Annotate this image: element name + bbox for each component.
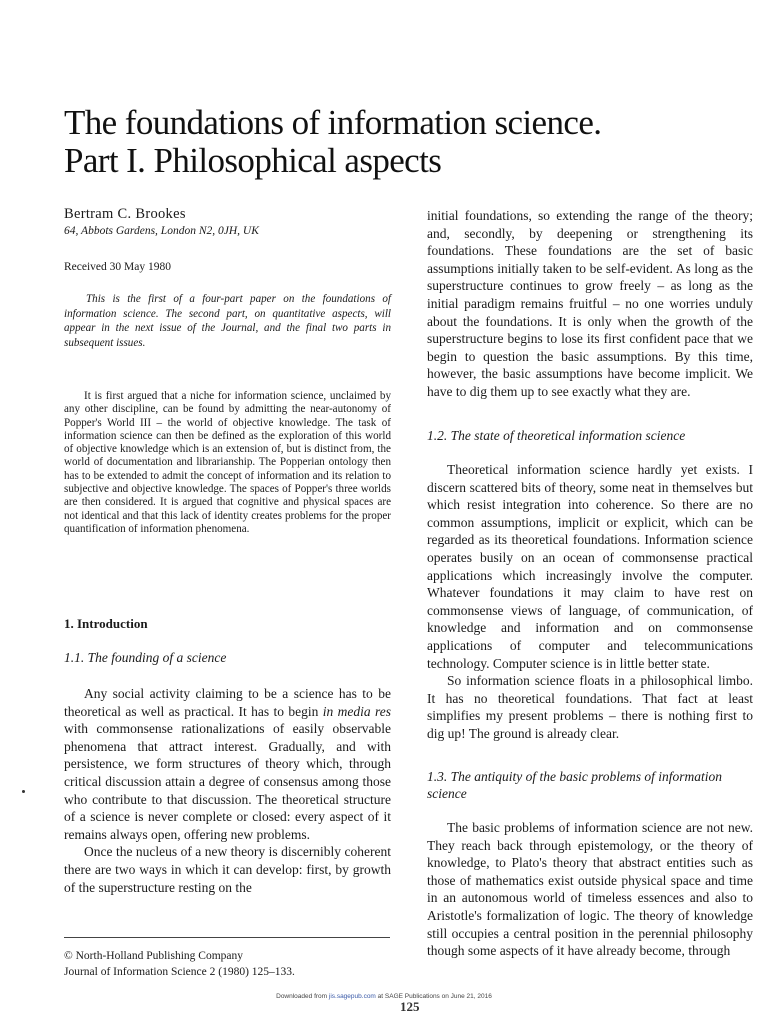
page-number: 125 <box>400 999 420 1014</box>
section-heading-state: 1.2. The state of theoretical information science <box>427 428 686 443</box>
footer-rule <box>64 937 390 938</box>
antiquity-paragraph-1: The basic problems of information science are not new. They reach back through epistemology, or the theory of knowledge, to Plato's theory that abstract entities such as those of mathematics exist outside physical space and time in an autonomous world of timeless essences and also to Aristotle's formalization of logic. The theory of knowledge still occupies a central position in the perennial philosophy though some aspects of it have already become, through <box>427 820 753 959</box>
series-note: This is the first of a four-part paper on the foundations of information science. The second part, on quantitative aspects, will appear in the next issue of the Journal, and the final two parts in subsequent issues. <box>64 293 391 349</box>
download-suffix: at SAGE Publications on June 21, 2016 <box>375 993 492 1000</box>
author-address: 64, Abbots Gardens, London N2, 0JH, UK <box>64 225 259 237</box>
download-notice <box>0 993 768 1000</box>
section-heading-antiquity: 1.3. The antiquity of the basic problems of information science <box>427 769 722 801</box>
section-state-text <box>427 461 753 743</box>
download-link[interactable]: jis.sagepub.com <box>328 993 376 1000</box>
section-antiquity-text <box>427 819 753 960</box>
abstract: It is first argued that a niche for information science, unclaimed by any other discipline, can be found by admitting the near-autonomy of Popper's World III – the world of objective knowledge. The task of information science can then be defined as the exploration of this world of objective knowledge which is an extension of, but is distinct from, the world of documentation and librarianship. The Popperian ontology then has to be extended to admit the concept of information and its relation to subjective and objective knowledge. The spaces of Popper's three worlds are then considered. It is argued that cognitive and physical spaces are not identical and that this lack of identity creates problems for the proper quantification of information phenomena. <box>64 390 391 535</box>
p1-text-b: with commonsense rationalizations of easily observable phenomena that attract interest. Gradually, and with persistence, we form structures of theory which, through critical discussion attain a degree of consensus among those who contribute to that discussion. The theoretical structure of a science is never complete or closed: every aspect of it remains always open, offering new problems. <box>64 721 391 842</box>
publication-footer <box>64 948 295 980</box>
title-line-1: The foundations of information science. <box>64 103 602 142</box>
state-paragraph-2: So information science floats in a philosophical limbo. It has no theoretical foundations. That fact at least simplifies my present problems – there is nothing first to dig up! The ground is already clear. <box>427 673 753 741</box>
intro-paragraph-1 <box>64 685 391 843</box>
section-heading-founding: 1.1. The founding of a science <box>64 650 227 665</box>
continued-paragraph: initial foundations, so extending the range of the theory; and, secondly, by deepening or strengthening its foundations. These foundations are the set of basic assumptions initially taken to be self-evident. As long as the superstructure continues to grow freely – as long as the initial paradigm remains fruitful – no one worries unduly about the foundations. It is only when the growth of the superstructure begins to lose its first confident pace that we begin to question the basic assumptions. By this time, however, the basic assumptions have become implicit. We have to dig them up to see exactly what they are. <box>427 208 753 399</box>
download-prefix: Downloaded from <box>276 993 329 1000</box>
publisher-line: © North-Holland Publishing Company <box>64 950 243 962</box>
right-column-continuation <box>427 207 753 401</box>
journal-citation: Journal of Information Science 2 (1980) 125–133. <box>64 966 295 978</box>
p1-text-a: Any social activity claiming to be a science has to be theoretical as well as practical. It has to begin <box>64 686 391 719</box>
received-date: Received 30 May 1980 <box>64 261 171 273</box>
section-heading-introduction: 1. Introduction <box>64 616 148 631</box>
left-column-text <box>64 685 391 896</box>
paper-title <box>64 104 704 180</box>
author-name: Bertram C. Brookes <box>64 206 186 222</box>
margin-dot <box>22 790 25 793</box>
title-line-2: Part I. Philosophical aspects <box>64 141 442 180</box>
p1-italic: in media res <box>322 703 391 719</box>
state-paragraph-1: Theoretical information science hardly yet exists. I discern scattered bits of theory, some neat in themselves but which resist integration into coherence. So there are no common assumptions, implicit or explicit, which can be regarded as its theoretical foundations. Information science operates busily on an ocean of commonsense practical applications which increasingly involve the computer. Whatever foundations it may claim to have rest on commonsense views of language, of communication, of knowledge and information and on commonsense applications of computer and telecommunications technology. Computer science is in little better state. <box>427 462 753 671</box>
intro-paragraph-2: Once the nucleus of a new theory is discernibly coherent there are two ways in which it can develop: first, by growth of the superstructure resting on the <box>64 844 391 895</box>
